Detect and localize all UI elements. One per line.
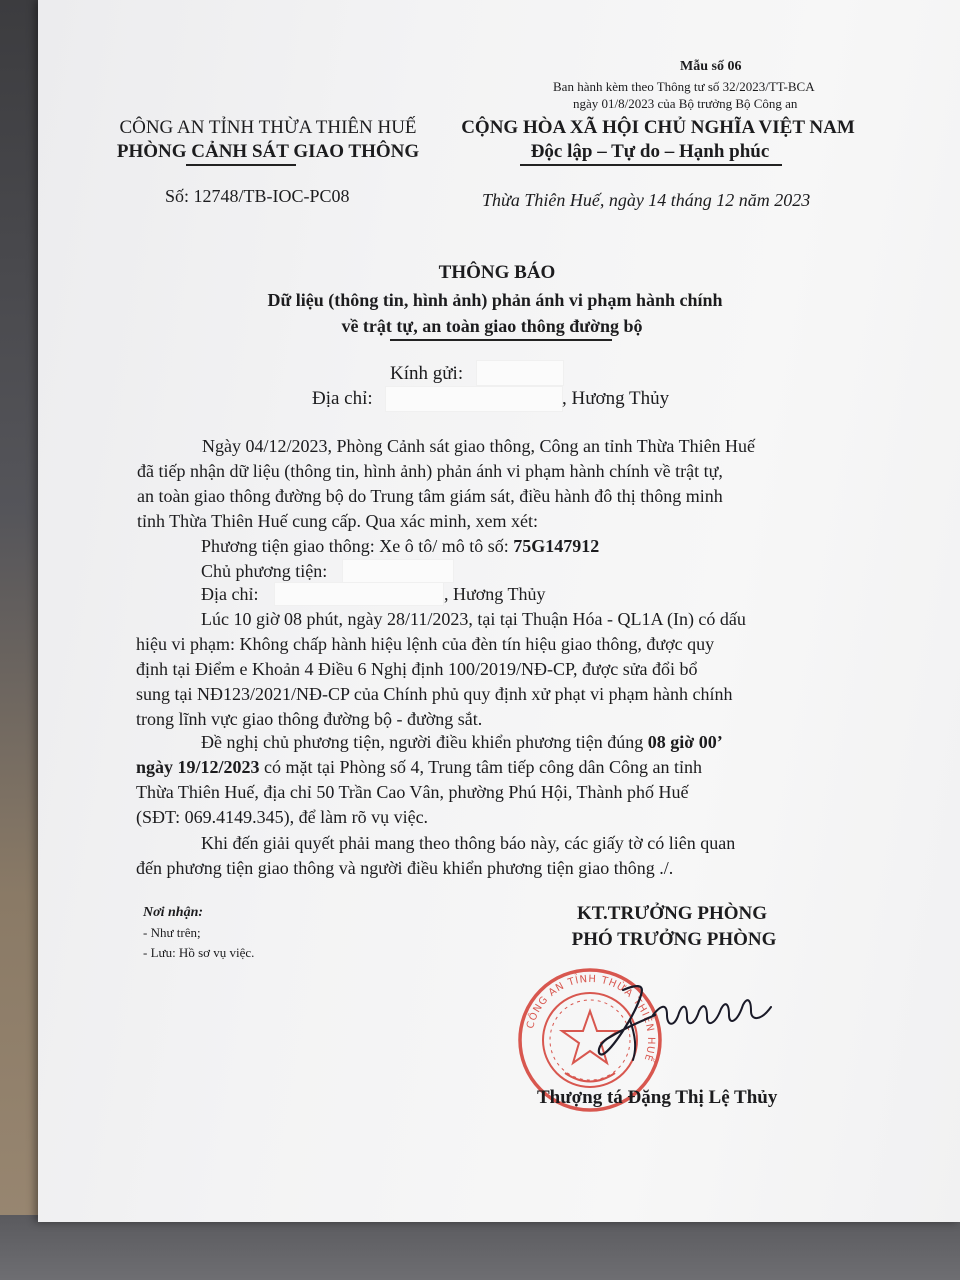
agency-parent: CÔNG AN TỈNH THỪA THIÊN HUẾ [119, 117, 417, 138]
body-p4-line-2: đến phương tiện giao thông và người điều khiển phương tiện giao thông ./. [136, 858, 674, 878]
signer-name: Thượng tá Đặng Thị Lệ Thủy [537, 1087, 778, 1108]
recipients-item-1: - Như trên; [143, 925, 201, 940]
vehicle-line [201, 537, 599, 555]
body-p2-line-5: trong lĩnh vực giao thông đường bộ - đường sắt. [136, 709, 483, 729]
body-p3-line-2 [136, 758, 702, 776]
body-p1-line-2: đã tiếp nhận dữ liệu (thông tin, hình ảnh) phản ánh vi phạm hành chính về trật tự, [137, 461, 723, 481]
body-p3-line-1-text: Đề nghị chủ phương tiện, người điều khiển phương tiện đúng [201, 732, 648, 752]
body-p1-line-3: an toàn giao thông đường bộ do Trung tâm giám sát, điều hành đô thị thông minh [137, 486, 723, 506]
body-p3-line-1 [201, 733, 723, 751]
background-desk-bottom [0, 1215, 960, 1280]
document-title: THÔNG BÁO [438, 262, 556, 283]
body-p1-line-1: Ngày 04/12/2023, Phòng Cảnh sát giao thông, Công an tỉnh Thừa Thiên Huế [202, 436, 756, 456]
owner-address-redaction [274, 582, 444, 606]
national-motto: Độc lập – Tự do – Hạnh phúc [530, 141, 770, 162]
form-reference-line-1: Ban hành kèm theo Thông tư số 32/2023/TT-BCA [553, 79, 815, 94]
agency-underline [186, 164, 296, 166]
appointment-date: ngày 19/12/2023 [136, 757, 260, 777]
vehicle-label: Phương tiện giao thông: Xe ô tô/ mô tô số: [201, 536, 514, 556]
seal-text: CÔNG AN TỈNH THỪA THIÊN HUẾ [525, 973, 657, 1064]
address-label: Địa chỉ: [312, 388, 373, 409]
agency-name: PHÒNG CẢNH SÁT GIAO THÔNG [116, 141, 420, 162]
body-p2-line-3: định tại Điểm e Khoản 4 Điều 6 Nghị định 100/2019/NĐ-CP, được sửa đổi bổ [136, 659, 698, 679]
signature [575, 975, 785, 1065]
recipient-redaction [476, 360, 564, 386]
body-p2-line-2: hiệu vi phạm: Không chấp hành hiệu lệnh của đèn tín hiệu giao thông, được quy [136, 634, 715, 654]
owner-address-label: Địa chỉ: [201, 584, 259, 604]
document-subtitle-line-2: về trật tự, an toàn giao thông đường bộ [341, 316, 643, 336]
address-redaction [385, 386, 563, 412]
owner-label: Chủ phương tiện: [201, 561, 328, 581]
recipient-label: Kính gửi: [390, 363, 464, 384]
recipients-item-2: - Lưu: Hồ sơ vụ việc. [143, 945, 255, 960]
body-p3-line-2-text: có mặt tại Phòng số 4, Trung tâm tiếp công dân Công an tỉnh [259, 757, 702, 777]
body-p2-line-1: Lúc 10 giờ 08 phút, ngày 28/11/2023, tại tại Thuận Hóa - QL1A (In) có dấu [201, 609, 746, 629]
body-p4-line-1: Khi đến giải quyết phải mang theo thông báo này, các giấy tờ có liên quan [201, 833, 736, 853]
appointment-time: 08 giờ 00’ [647, 732, 723, 752]
motto-underline [520, 164, 782, 166]
body-p3-line-4: (SĐT: 069.4149.345), để làm rõ vụ việc. [136, 807, 429, 827]
background-desk-left [0, 0, 40, 1280]
body-p3-line-3: Thừa Thiên Huế, địa chỉ 50 Trần Cao Vân, phường Phú Hội, Thành phố Huế [136, 782, 689, 802]
form-number: Mẫu số 06 [680, 59, 742, 74]
body-p2-line-4: sung tại NĐ123/2021/NĐ-CP của Chính phủ quy định xử phạt vi phạm hành chính [136, 684, 733, 704]
owner-address-suffix: , Hương Thủy [444, 584, 546, 604]
document-number: Số: 12748/TB-IOC-PC08 [165, 186, 350, 206]
signer-title-1: KT.TRƯỞNG PHÒNG [577, 903, 767, 924]
country-name: CỘNG HÒA XÃ HỘI CHỦ NGHĨA VIỆT NAM [461, 117, 855, 138]
license-plate: 75G147912 [513, 536, 600, 556]
form-reference-line-2: ngày 01/8/2023 của Bộ trưởng Bộ Công an [573, 96, 798, 111]
document-subtitle-line-1: Dữ liệu (thông tin, hình ảnh) phản ánh vi phạm hành chính [267, 290, 723, 310]
body-p1-line-4: tỉnh Thừa Thiên Huế cung cấp. Qua xác minh, xem xét: [137, 511, 538, 531]
signer-title-2: PHÓ TRƯỞNG PHÒNG [571, 929, 777, 950]
recipients-label: Nơi nhận: [143, 905, 204, 920]
address-suffix: , Hương Thủy [562, 388, 670, 409]
title-underline [390, 339, 612, 341]
place-and-date: Thừa Thiên Huế, ngày 14 tháng 12 năm 2023 [482, 190, 811, 210]
owner-redaction [342, 559, 454, 583]
